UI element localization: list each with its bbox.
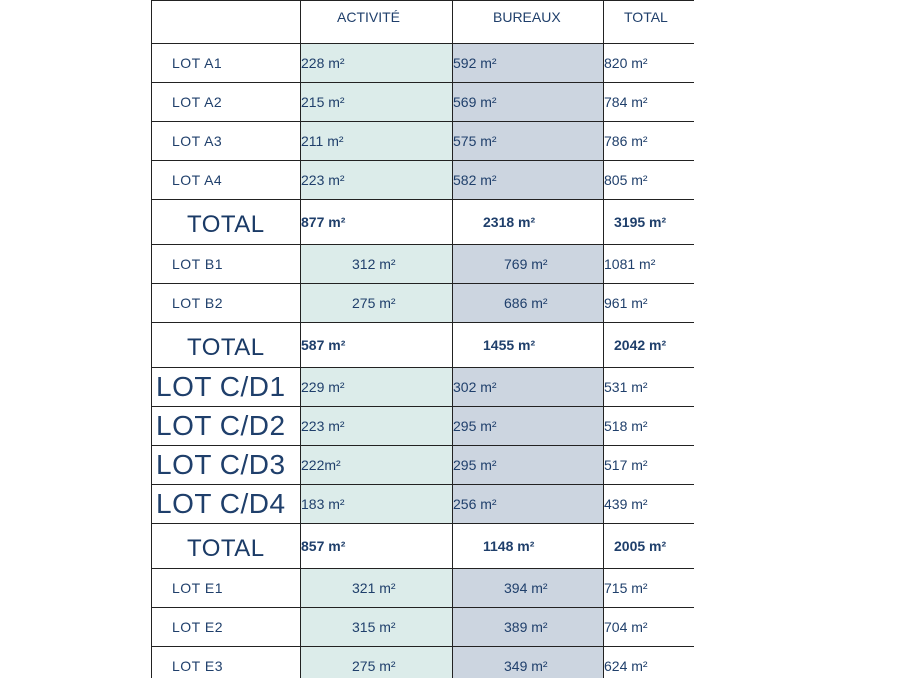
- table-row: [152, 161, 695, 200]
- table-row: [152, 446, 695, 485]
- activite-cell: 315 m²: [301, 608, 453, 647]
- activite-cell: 228 m²: [301, 44, 453, 83]
- subtotal-label: TOTAL: [152, 323, 301, 368]
- total-cell: 2005 m²: [604, 524, 695, 569]
- subtotal-row: [152, 524, 695, 569]
- subtotal-label: TOTAL: [152, 524, 301, 569]
- bureaux-cell: 2318 m²: [453, 200, 604, 245]
- header-total: TOTAL: [604, 1, 695, 44]
- lot-label: LOT C/D2: [152, 407, 301, 446]
- table-row: [152, 284, 695, 323]
- lot-label: LOT E2: [152, 608, 301, 647]
- table-row: [152, 569, 695, 608]
- activite-cell: 211 m²: [301, 122, 453, 161]
- table-row: [152, 83, 695, 122]
- table-row: [152, 608, 695, 647]
- total-cell: 518 m²: [604, 407, 695, 446]
- activite-cell: 183 m²: [301, 485, 453, 524]
- lot-label: LOT B1: [152, 245, 301, 284]
- bureaux-cell: 295 m²: [453, 407, 604, 446]
- header-row: [152, 1, 695, 44]
- bureaux-cell: 569 m²: [453, 83, 604, 122]
- bureaux-cell: 769 m²: [453, 245, 604, 284]
- header-corner: [152, 1, 301, 44]
- surface-table-container: [151, 0, 694, 678]
- lot-label: LOT C/D3: [152, 446, 301, 485]
- table-row: [152, 122, 695, 161]
- lot-label: LOT E1: [152, 569, 301, 608]
- bureaux-cell: 686 m²: [453, 284, 604, 323]
- activite-cell: 857 m²: [301, 524, 453, 569]
- total-cell: 786 m²: [604, 122, 695, 161]
- total-cell: 439 m²: [604, 485, 695, 524]
- bureaux-cell: 575 m²: [453, 122, 604, 161]
- table-row: [152, 368, 695, 407]
- total-cell: 820 m²: [604, 44, 695, 83]
- lot-label: LOT A1: [152, 44, 301, 83]
- table-row: [152, 407, 695, 446]
- table-row: [152, 485, 695, 524]
- total-cell: 715 m²: [604, 569, 695, 608]
- subtotal-row: [152, 200, 695, 245]
- table-row: [152, 245, 695, 284]
- bureaux-cell: 389 m²: [453, 608, 604, 647]
- activite-cell: 312 m²: [301, 245, 453, 284]
- lot-label: LOT B2: [152, 284, 301, 323]
- lot-label: LOT E3: [152, 647, 301, 678]
- lot-label: LOT A3: [152, 122, 301, 161]
- total-cell: 624 m²: [604, 647, 695, 678]
- activite-cell: 215 m²: [301, 83, 453, 122]
- activite-cell: 877 m²: [301, 200, 453, 245]
- activite-cell: 229 m²: [301, 368, 453, 407]
- total-cell: 784 m²: [604, 83, 695, 122]
- table-row: [152, 647, 695, 678]
- bureaux-cell: 256 m²: [453, 485, 604, 524]
- bureaux-cell: 349 m²: [453, 647, 604, 678]
- subtotal-row: [152, 323, 695, 368]
- bureaux-cell: 394 m²: [453, 569, 604, 608]
- activite-cell: 275 m²: [301, 647, 453, 678]
- total-cell: 1081 m²: [604, 245, 695, 284]
- bureaux-cell: 1148 m²: [453, 524, 604, 569]
- header-activite: ACTIVITÉ: [301, 1, 453, 44]
- table-row: [152, 44, 695, 83]
- activite-cell: 222m²: [301, 446, 453, 485]
- lot-label: LOT C/D4: [152, 485, 301, 524]
- activite-cell: 223 m²: [301, 407, 453, 446]
- surface-table: [151, 0, 694, 678]
- bureaux-cell: 592 m²: [453, 44, 604, 83]
- activite-cell: 223 m²: [301, 161, 453, 200]
- lot-label: LOT A4: [152, 161, 301, 200]
- subtotal-label: TOTAL: [152, 200, 301, 245]
- total-cell: 3195 m²: [604, 200, 695, 245]
- activite-cell: 275 m²: [301, 284, 453, 323]
- activite-cell: 321 m²: [301, 569, 453, 608]
- total-cell: 2042 m²: [604, 323, 695, 368]
- bureaux-cell: 582 m²: [453, 161, 604, 200]
- bureaux-cell: 1455 m²: [453, 323, 604, 368]
- total-cell: 961 m²: [604, 284, 695, 323]
- total-cell: 531 m²: [604, 368, 695, 407]
- lot-label: LOT C/D1: [152, 368, 301, 407]
- bureaux-cell: 295 m²: [453, 446, 604, 485]
- total-cell: 704 m²: [604, 608, 695, 647]
- header-bureaux: BUREAUX: [453, 1, 604, 44]
- total-cell: 805 m²: [604, 161, 695, 200]
- activite-cell: 587 m²: [301, 323, 453, 368]
- lot-label: LOT A2: [152, 83, 301, 122]
- total-cell: 517 m²: [604, 446, 695, 485]
- bureaux-cell: 302 m²: [453, 368, 604, 407]
